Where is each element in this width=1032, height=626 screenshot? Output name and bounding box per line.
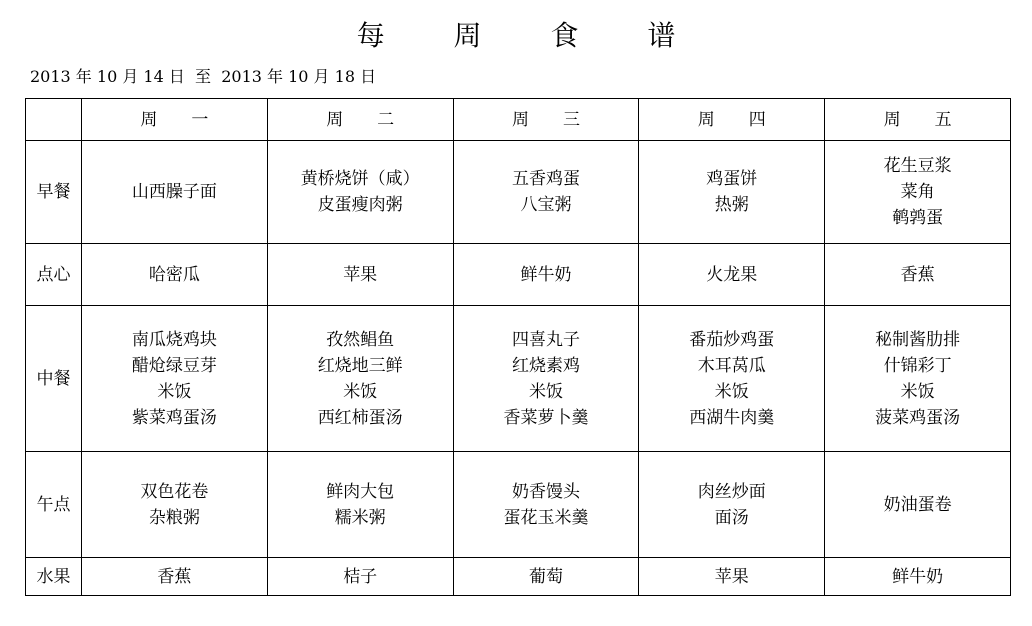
dish-item: 火龙果 bbox=[706, 264, 758, 285]
menu-body bbox=[26, 141, 1011, 596]
day-header bbox=[82, 99, 268, 141]
dish-item: 鲜牛奶 bbox=[892, 566, 944, 587]
date-range-text: 2013 年 10 月 14 日 至 2013 年 10 月 18 日 bbox=[30, 67, 377, 86]
dish-item: 西红柿蛋汤 bbox=[317, 407, 403, 428]
day-header-label: 周 三 bbox=[511, 109, 580, 130]
menu-cell bbox=[639, 558, 825, 596]
dish-item: 西湖牛肉羹 bbox=[689, 407, 775, 428]
dish-item: 奶香馒头 bbox=[511, 481, 580, 502]
dish-item: 香菜萝卜羹 bbox=[503, 407, 589, 428]
dish-item: 米饭 bbox=[157, 381, 192, 402]
dish-item: 红烧地三鲜 bbox=[317, 355, 403, 376]
table-row bbox=[26, 141, 1011, 244]
dish-item: 米饭 bbox=[343, 381, 378, 402]
table-row bbox=[26, 558, 1011, 596]
dish-item: 糯米粥 bbox=[334, 507, 386, 528]
corner-cell bbox=[26, 99, 82, 141]
menu-cell bbox=[82, 306, 268, 452]
dish-item: 米饭 bbox=[900, 381, 935, 402]
menu-cell bbox=[639, 306, 825, 452]
dish-item: 醋炝绿豆芽 bbox=[131, 355, 217, 376]
menu-cell bbox=[825, 558, 1011, 596]
menu-cell bbox=[825, 452, 1011, 558]
dish-item: 番茄炒鸡蛋 bbox=[689, 329, 775, 350]
dish-item: 葡萄 bbox=[528, 566, 563, 587]
dish-item: 桔子 bbox=[343, 566, 378, 587]
menu-cell bbox=[82, 244, 268, 306]
dish-item: 紫菜鸡蛋汤 bbox=[131, 407, 217, 428]
page-title: 每 周 食 谱 bbox=[356, 19, 706, 52]
menu-cell bbox=[639, 141, 825, 244]
menu-cell bbox=[639, 244, 825, 306]
menu-cell bbox=[453, 306, 639, 452]
table-row bbox=[26, 452, 1011, 558]
dish-item: 秘制酱肋排 bbox=[875, 329, 961, 350]
dish-item: 香蕉 bbox=[157, 566, 192, 587]
dish-item: 鹌鹑蛋 bbox=[892, 208, 944, 228]
menu-cell bbox=[82, 141, 268, 244]
dish-item: 蛋花玉米羹 bbox=[503, 507, 589, 528]
dish-item: 孜然鲳鱼 bbox=[326, 329, 395, 350]
day-header bbox=[825, 99, 1011, 141]
dish-item: 四喜丸子 bbox=[511, 329, 580, 350]
header-row bbox=[26, 99, 1011, 141]
dish-item: 木耳莴瓜 bbox=[697, 355, 766, 376]
day-header bbox=[453, 99, 639, 141]
dish-item: 鸡蛋饼 bbox=[706, 169, 758, 189]
dish-item: 菜角 bbox=[900, 182, 935, 202]
dish-item: 黄桥烧饼（咸） bbox=[300, 169, 420, 189]
table-row bbox=[26, 244, 1011, 306]
meal-label: 中餐 bbox=[26, 306, 82, 452]
dish-item: 什锦彩丁 bbox=[883, 355, 952, 376]
dish-item: 鲜牛奶 bbox=[520, 264, 572, 285]
menu-cell bbox=[453, 558, 639, 596]
dish-item: 肉丝炒面 bbox=[697, 481, 766, 502]
day-header-label: 周 四 bbox=[697, 109, 766, 130]
menu-cell bbox=[453, 244, 639, 306]
dish-item: 香蕉 bbox=[900, 264, 935, 285]
menu-cell bbox=[267, 141, 453, 244]
dish-item: 苹果 bbox=[343, 264, 378, 285]
menu-cell bbox=[82, 452, 268, 558]
dish-item: 红烧素鸡 bbox=[511, 355, 580, 376]
day-header-label: 周 二 bbox=[326, 109, 395, 130]
menu-cell bbox=[453, 452, 639, 558]
dish-item: 热粥 bbox=[714, 195, 749, 215]
dish-item: 哈密瓜 bbox=[148, 264, 200, 285]
dish-item: 面汤 bbox=[714, 507, 749, 528]
menu-cell bbox=[82, 558, 268, 596]
day-header-label: 周 一 bbox=[140, 109, 209, 130]
weekly-menu-table bbox=[25, 98, 1011, 596]
meal-label: 午点 bbox=[26, 452, 82, 558]
table-row bbox=[26, 306, 1011, 452]
day-header-label: 周 五 bbox=[883, 109, 952, 130]
day-header bbox=[639, 99, 825, 141]
dish-item: 皮蛋瘦肉粥 bbox=[317, 195, 403, 215]
dish-item: 米饭 bbox=[528, 381, 563, 402]
dish-item: 南瓜烧鸡块 bbox=[131, 329, 217, 350]
dish-item: 杂粮粥 bbox=[148, 507, 200, 528]
dish-item: 鲜肉大包 bbox=[326, 481, 395, 502]
meal-label: 水果 bbox=[26, 558, 82, 596]
dish-item: 双色花卷 bbox=[140, 481, 209, 502]
menu-cell bbox=[825, 244, 1011, 306]
dish-item: 五香鸡蛋 bbox=[511, 169, 580, 189]
menu-cell bbox=[267, 558, 453, 596]
meal-label: 早餐 bbox=[26, 141, 82, 244]
meal-label: 点心 bbox=[26, 244, 82, 306]
dish-item: 八宝粥 bbox=[520, 195, 572, 215]
dish-item: 米饭 bbox=[714, 381, 749, 402]
menu-cell bbox=[639, 452, 825, 558]
day-header bbox=[267, 99, 453, 141]
dish-item: 奶油蛋卷 bbox=[883, 494, 952, 515]
dish-item: 花生豆浆 bbox=[883, 156, 952, 176]
date-range bbox=[30, 66, 376, 88]
dish-item: 苹果 bbox=[714, 566, 749, 587]
menu-cell bbox=[825, 141, 1011, 244]
dish-item: 菠菜鸡蛋汤 bbox=[875, 407, 961, 428]
menu-cell bbox=[267, 452, 453, 558]
dish-item: 山西臊子面 bbox=[131, 182, 217, 202]
menu-cell bbox=[453, 141, 639, 244]
menu-cell bbox=[267, 244, 453, 306]
menu-cell bbox=[267, 306, 453, 452]
menu-cell bbox=[825, 306, 1011, 452]
